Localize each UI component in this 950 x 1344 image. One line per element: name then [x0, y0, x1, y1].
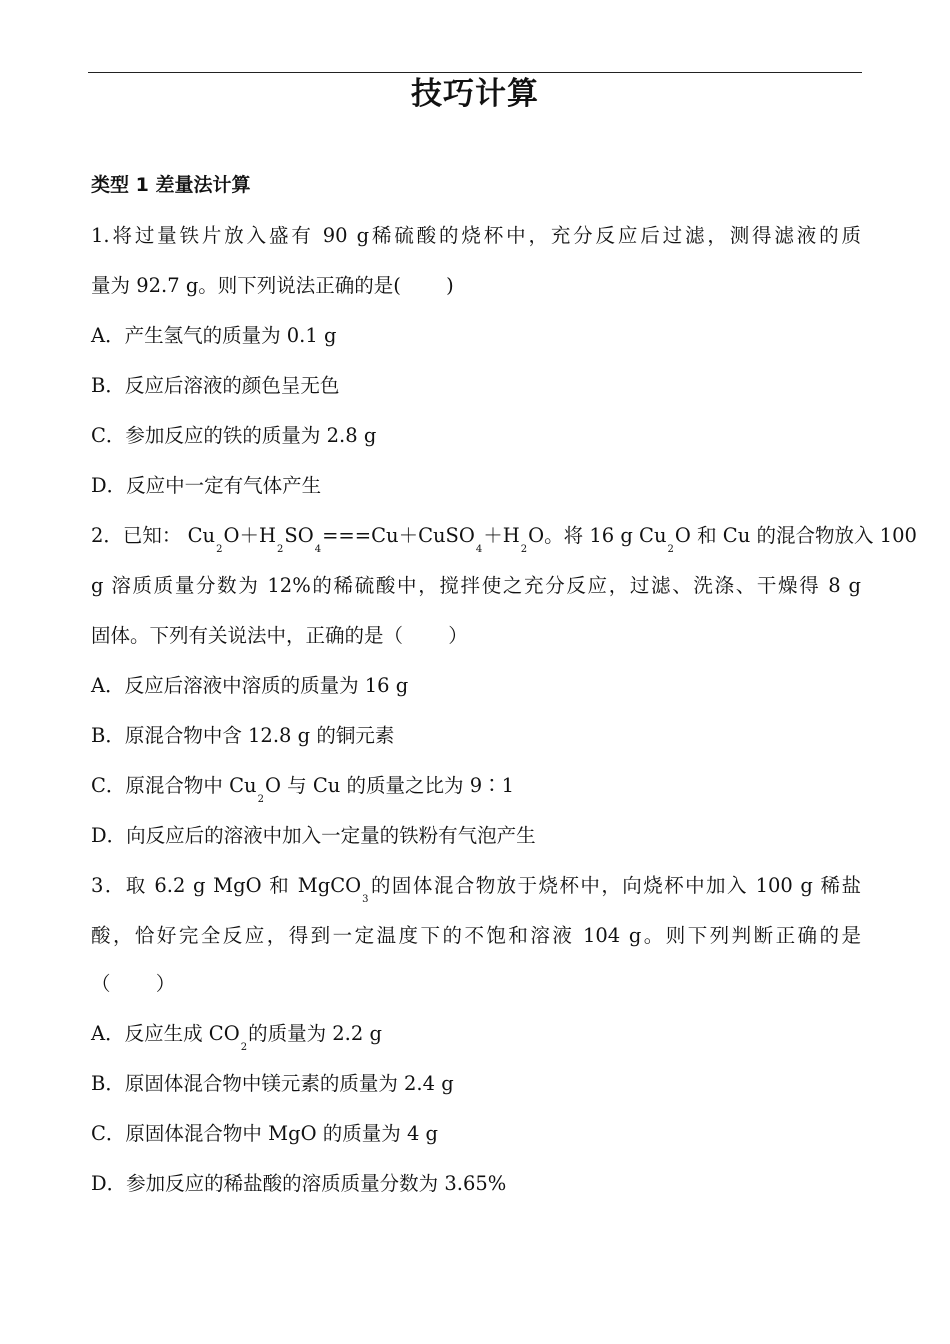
page-title: 技巧计算 — [411, 76, 539, 112]
q3-option-b: B．原固体混合物中镁元素的质量为 2.4 g — [91, 1072, 454, 1095]
q2-option-b: B．原混合物中含 12.8 g 的铜元素 — [91, 724, 395, 747]
q2-stem-line3: 固体。下列有关说法中，正确的是（ ） — [91, 624, 468, 647]
q3-option-a: A．反应生成 $CO_2$的质量为 2.2 g — [91, 1022, 382, 1053]
q3-stem-line3: （ ） — [91, 972, 176, 995]
q3-stem-line1: 3．取 6.2 g MgO 和 MgCO$_3$的固体混合物放于烧杯中，向烧杯中加入 100 g 稀盐 — [91, 874, 861, 905]
q2-option-a: A．反应后溶液中溶质的质量为 16 g — [91, 674, 409, 697]
q1-option-d: D．反应中一定有气体产生 — [91, 474, 322, 497]
q3-option-d: D．参加反应的稀盐酸的溶质质量分数为 3.65% — [91, 1172, 507, 1195]
q2-stem-line2: g 溶质质量分数为 12%的稀硫酸中，搅拌使之充分反应，过滤、洗涤、干燥得 8 g — [91, 574, 861, 597]
q1-option-b: B．反应后溶液的颜色呈无色 — [91, 374, 340, 397]
q2-option-d: D．向反应后的溶液中加入一定量的铁粉有气泡产生 — [91, 824, 536, 847]
q2-stem-line1: 2．已知： $Cu_2O+H_2SO_4===Cu+CuSO_4+H_2O$。将 16 g $Cu_2O$ 和 Cu 的混合物放入 100 — [91, 524, 917, 555]
q3-option-c: C．原固体混合物中 MgO 的质量为 4 g — [91, 1122, 439, 1145]
q1-stem-line2: 量为 92.7 g。则下列说法正确的是( ) — [91, 274, 454, 297]
q1-option-c: C．参加反应的铁的质量为 2.8 g — [91, 424, 377, 447]
q1-stem-line1: 1.将过量铁片放入盛有 90 g稀硫酸的烧杯中，充分反应后过滤，测得滤液的质 — [91, 224, 861, 247]
section-heading: 类型 1 差量法计算 — [91, 174, 251, 196]
q1-option-a: A．产生氢气的质量为 0.1 g — [91, 324, 337, 347]
q2-option-c: C．原混合物中 $Cu_2O$ 与 Cu 的质量之比为 9∶1 — [91, 774, 515, 805]
q3-stem-line2: 酸，恰好完全反应，得到一定温度下的不饱和溶液 104 g。则下列判断正确的是 — [91, 924, 861, 947]
